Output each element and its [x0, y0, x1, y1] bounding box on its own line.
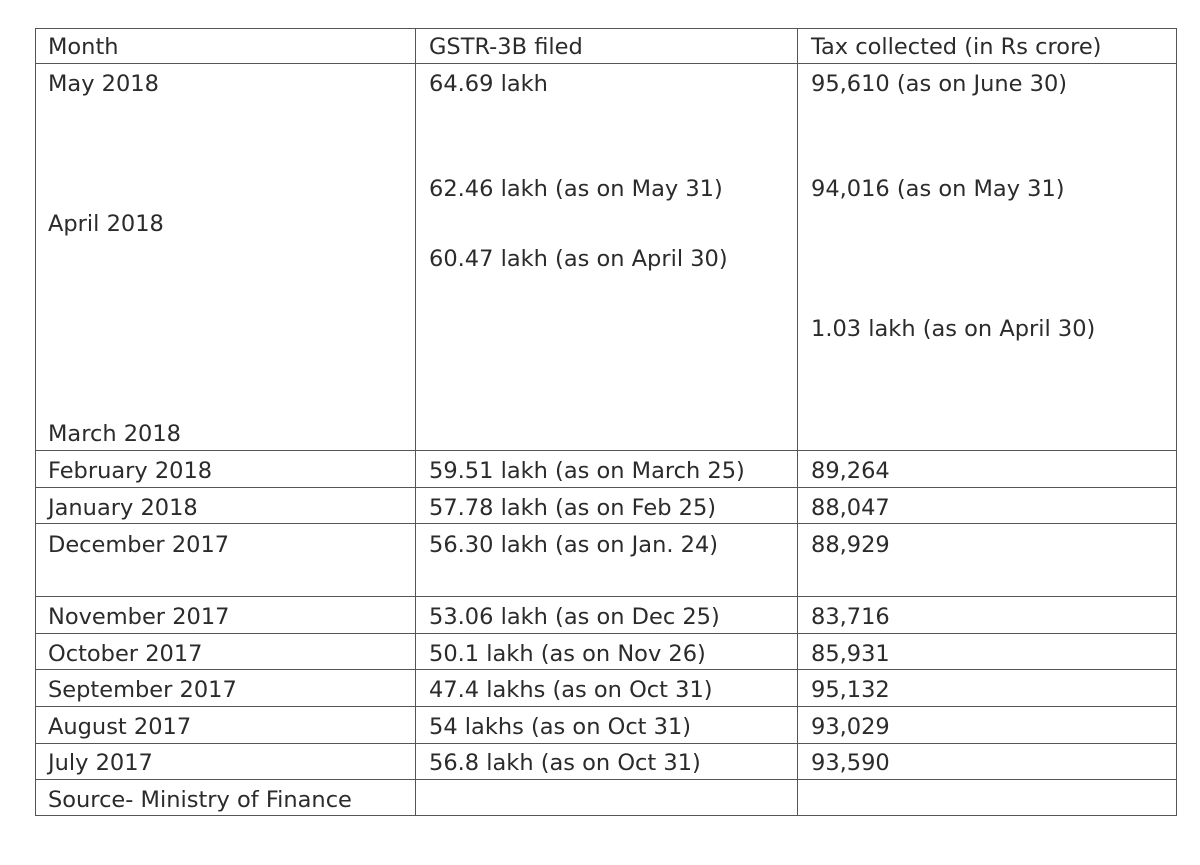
- table-row-month: July 2017: [48, 750, 153, 776]
- table-row-tax: 88,929: [811, 532, 890, 558]
- table-row-month: August 2017: [48, 714, 192, 740]
- column-divider: [797, 29, 798, 815]
- row-divider: [36, 487, 1176, 488]
- row-divider: [36, 743, 1176, 744]
- table-row-filed: 53.06 lakh (as on Dec 25): [429, 604, 720, 630]
- table-row-month: February 2018: [48, 458, 213, 484]
- header-gstr-filed: GSTR-3B filed: [429, 34, 583, 60]
- table-row-month: December 2017: [48, 532, 230, 558]
- table-row-tax: 85,931: [811, 641, 890, 667]
- tax-march-2018: 1.03 lakh (as on April 30): [811, 316, 1096, 342]
- table-row-tax: 89,264: [811, 458, 890, 484]
- table-row-tax: 93,029: [811, 714, 890, 740]
- month-april-2018: April 2018: [48, 211, 164, 237]
- filed-april-2018: 62.46 lakh (as on May 31): [429, 176, 723, 202]
- table-row-month: November 2017: [48, 604, 230, 630]
- row-divider: [36, 633, 1176, 634]
- header-tax-collected: Tax collected (in Rs crore): [811, 34, 1102, 60]
- table-row-filed: 54 lakhs (as on Oct 31): [429, 714, 692, 740]
- row-divider: [36, 523, 1176, 524]
- filed-march-2018: 60.47 lakh (as on April 30): [429, 246, 728, 272]
- row-divider: [36, 450, 1176, 451]
- column-divider: [415, 29, 416, 815]
- table-row-tax: 93,590: [811, 750, 890, 776]
- table-row-filed: 59.51 lakh (as on March 25): [429, 458, 745, 484]
- month-march-2018: March 2018: [48, 421, 182, 447]
- table-row-tax: 95,132: [811, 677, 890, 703]
- source-note: Source- Ministry of Finance: [48, 787, 352, 813]
- row-divider: [36, 63, 1176, 64]
- row-divider: [36, 669, 1176, 670]
- table-row-filed: 50.1 lakh (as on Nov 26): [429, 641, 706, 667]
- gst-table: [35, 28, 1177, 816]
- table-row-month: January 2018: [48, 495, 198, 521]
- tax-april-2018: 94,016 (as on May 31): [811, 176, 1065, 202]
- table-row-filed: 56.30 lakh (as on Jan. 24): [429, 532, 719, 558]
- row-divider: [36, 596, 1176, 597]
- month-may-2018: May 2018: [48, 71, 159, 97]
- table-row-tax: 83,716: [811, 604, 890, 630]
- table-row-filed: 47.4 lakhs (as on Oct 31): [429, 677, 713, 703]
- table-row-filed: 56.8 lakh (as on Oct 31): [429, 750, 701, 776]
- table-row-tax: 88,047: [811, 495, 890, 521]
- tax-may-2018: 95,610 (as on June 30): [811, 71, 1068, 97]
- filed-may-2018: 64.69 lakh: [429, 71, 548, 97]
- row-divider: [36, 706, 1176, 707]
- table-row-month: September 2017: [48, 677, 237, 703]
- header-month: Month: [48, 34, 119, 60]
- row-divider: [36, 779, 1176, 780]
- table-row-month: October 2017: [48, 641, 203, 667]
- table-row-filed: 57.78 lakh (as on Feb 25): [429, 495, 717, 521]
